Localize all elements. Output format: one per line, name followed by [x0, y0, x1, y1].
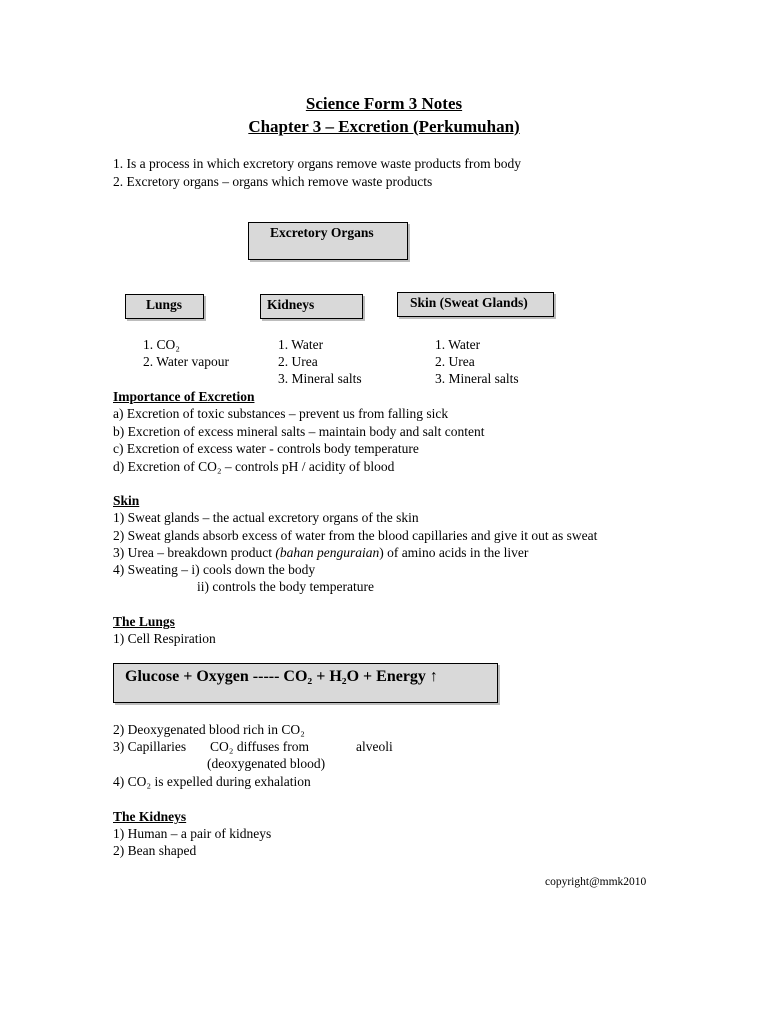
kidneys-heading: The Kidneys: [113, 809, 187, 824]
skin-item-3-italic: (bahan penguraian: [275, 545, 380, 560]
lungs-item-3-sub: (deoxygenated blood): [207, 756, 326, 771]
lungs-item-3-right: alveoli: [356, 739, 393, 754]
lungs-item-1: 1. CO₂: [143, 337, 180, 352]
importance-item-d: d) Excretion of CO₂ – controls pH / acidity of blood: [113, 459, 395, 474]
skin-item-1-text: 1) Sweat glands – the actual excretory organs of the skin: [113, 510, 419, 525]
skin-heading: Skin: [113, 493, 140, 508]
skin-item-2: 2. Urea: [435, 354, 475, 369]
importance-heading: Importance of Excretion: [113, 389, 255, 404]
lungs-heading: The Lungs: [113, 614, 175, 629]
chapter-title: Chapter 3 – Excretion (Perkumuhan): [248, 117, 520, 136]
respiration-equation-box: [113, 663, 498, 703]
skin-item-3: 3. Mineral salts: [435, 371, 519, 386]
excretory-organs-label: Excretory Organs: [270, 225, 374, 240]
lungs-item-4-text: 4) CO₂ is expelled during exhalation: [113, 774, 311, 789]
lungs-item-1-text: 1) Cell Respiration: [113, 631, 216, 646]
excretory-organs-box: [248, 222, 408, 260]
importance-item-a: a) Excretion of toxic substances – prevent us from falling sick: [113, 406, 449, 421]
skin-item-4-line-1: 4) Sweating – i) cools down the body: [113, 562, 316, 577]
lungs-label: Lungs: [146, 297, 183, 312]
skin-item-3-part-1: 3) Urea – breakdown product: [113, 545, 276, 560]
copyright-text: copyright@mmk2010: [545, 876, 647, 888]
kidneys-item-2: 2. Urea: [278, 354, 318, 369]
page-title: Science Form 3 Notes: [305, 94, 463, 113]
skin-box: [397, 292, 554, 317]
lungs-item-2: 2. Water vapour: [143, 354, 230, 369]
kidneys-item-2-text: 2) Bean shaped: [113, 843, 197, 858]
lungs-box: [125, 294, 204, 319]
skin-item-4-line-2: ii) controls the body temperature: [197, 579, 374, 594]
skin-label: Skin (Sweat Glands): [410, 295, 528, 310]
kidneys-item-1: 1. Water: [278, 337, 324, 352]
kidneys-label: Kidneys: [267, 297, 315, 312]
importance-item-b: b) Excretion of excess mineral salts – maintain body and salt content: [113, 424, 485, 439]
skin-item-3-part-2: ) of amino acids in the liver: [379, 545, 529, 560]
intro-line-2: 2. Excretory organs – organs which remove waste products: [113, 174, 433, 189]
skin-item-2-text: 2) Sweat glands absorb excess of water from the blood capillaries and give it out as sweat: [113, 528, 598, 543]
lungs-item-2-text: 2) Deoxygenated blood rich in CO₂: [113, 722, 305, 737]
skin-item-3-text: [113, 544, 528, 561]
respiration-equation: Glucose + Oxygen ----- CO₂ + H₂O + Energy ↑: [125, 668, 438, 685]
kidneys-item-1-text: 1) Human – a pair of kidneys: [113, 826, 272, 841]
importance-item-c: c) Excretion of excess water - controls body temperature: [113, 441, 419, 456]
lungs-item-3-mid: CO₂ diffuses from: [210, 739, 309, 754]
kidneys-box: [260, 294, 363, 319]
kidneys-item-3: 3. Mineral salts: [278, 371, 362, 386]
intro-line-1: 1. Is a process in which excretory organs remove waste products from body: [113, 156, 522, 171]
skin-item-1: 1. Water: [435, 337, 481, 352]
lungs-item-3-label: 3) Capillaries: [113, 739, 187, 754]
